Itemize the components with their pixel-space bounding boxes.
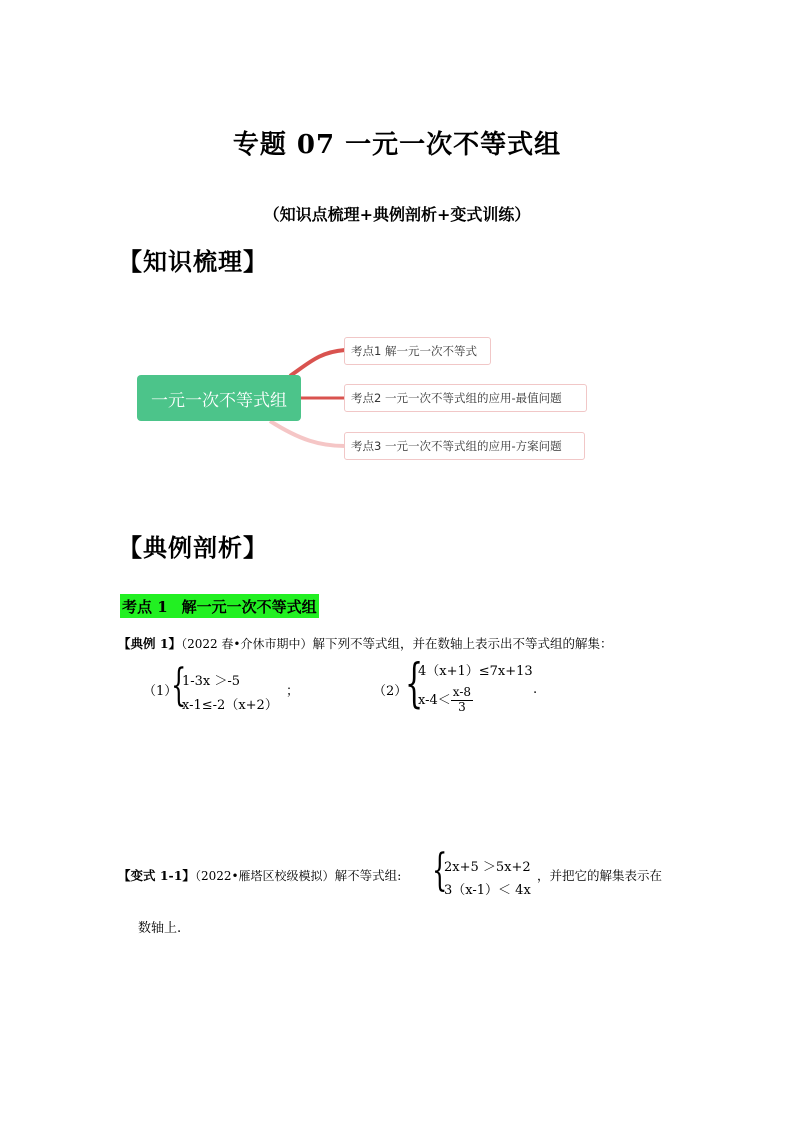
variant1-source: （2022•雁塔区校级模拟） (194, 869, 335, 883)
example1-question: 解下列不等式组，并在数轴上表示出不等式组的解集： (312, 636, 613, 651)
variant1-question: 解不等式组: (334, 868, 402, 883)
example1-part2-number: （2） (373, 684, 408, 699)
example1-label: 【典例 1】 (118, 636, 182, 651)
variant1-after: ，并把它的解集表示在 (537, 868, 663, 883)
example1-part2-line2-lhs: x-4＜ (418, 692, 451, 708)
section-knowledge-heading: 【知识梳理】 (118, 247, 268, 276)
example1-source: （2022 春•介休市期中） (181, 637, 313, 651)
fraction-numerator: x-8 (452, 685, 472, 699)
example1-part1-brace: { (171, 660, 187, 711)
variant1-stem (118, 866, 401, 884)
variant1-brace: { (432, 845, 448, 896)
variant1-line1: 2x+5 ＞5x+2 (444, 860, 531, 875)
mindmap-node-kaodian1: 考点1 解一元一次不等式 (344, 337, 491, 365)
fraction (451, 686, 473, 715)
variant1-continuation: 数轴上. (138, 921, 182, 936)
kaodian1-heading (120, 594, 319, 618)
example1-part2-line2 (418, 686, 473, 715)
fraction-denominator: 3 (458, 699, 466, 714)
mindmap-branch-3 (270, 421, 345, 446)
example1-part2-line1: 4（x+1）≤7x+13 (418, 664, 533, 679)
example1-part1-line2: x-1≤-2（x+2） (182, 698, 278, 713)
page-title: 专题 07 一元一次不等式组 (232, 130, 562, 160)
example1-part1-number: （1） (143, 684, 178, 699)
mindmap-node-kaodian3: 考点3 一元一次不等式组的应用-方案问题 (344, 432, 585, 460)
example1-part2-brace: { (405, 654, 424, 714)
variant1-line2: 3（x-1）＜ 4x (444, 883, 531, 898)
example1-stem (118, 634, 613, 652)
kaodian1-number: 考点 1 (122, 597, 168, 616)
mindmap-root: 一元一次不等式组 (137, 375, 301, 421)
example1-part2-end: . (533, 682, 538, 697)
kaodian1-text: 解一元一次不等式组 (181, 597, 317, 616)
example1-part1-line1: 1-3x ＞-5 (182, 674, 241, 689)
page-subtitle: （知识点梳理+典例剖析+变式训练） (263, 205, 531, 224)
variant1-label: 【变式 1-1】 (118, 868, 195, 883)
mindmap-node-kaodian2: 考点2 一元一次不等式组的应用-最值问题 (344, 384, 587, 412)
section-examples-heading: 【典例剖析】 (118, 533, 268, 562)
mindmap-branch-1 (290, 350, 345, 376)
example1-part1-end: ； (286, 684, 300, 699)
